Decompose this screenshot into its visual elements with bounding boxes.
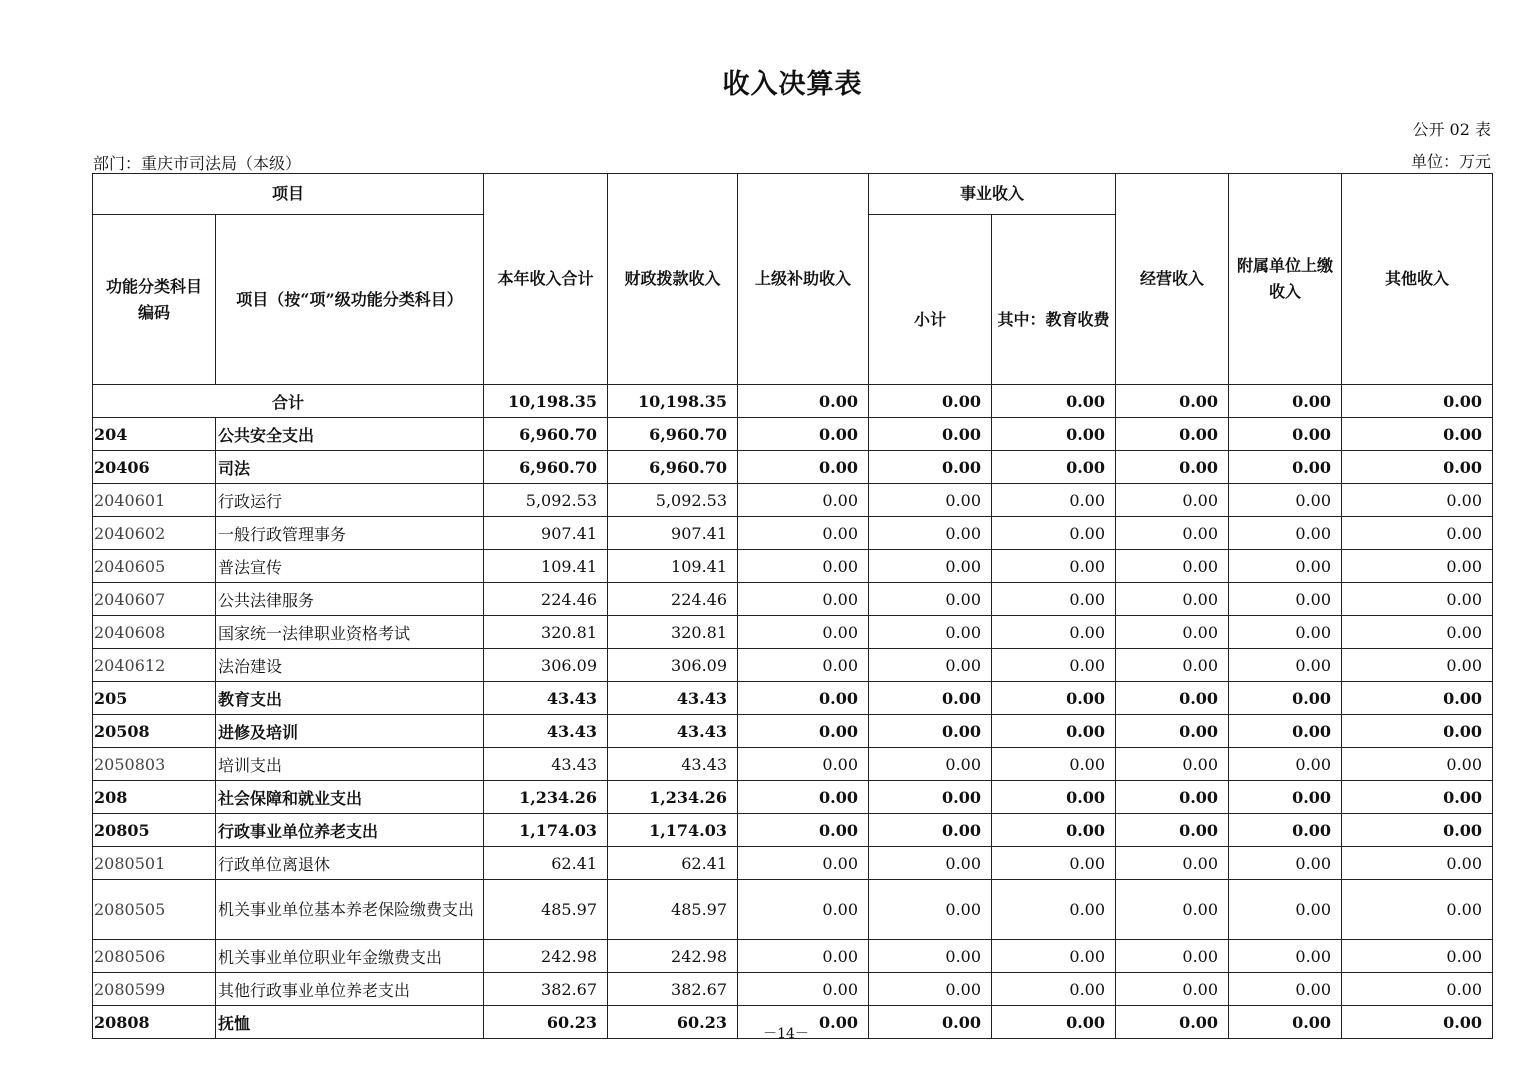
code-cell: 2040612 (93, 649, 216, 682)
name-cell: 教育支出 (216, 682, 484, 715)
value-cell: 0.00 (1342, 649, 1493, 682)
value-cell: 0.00 (992, 1006, 1116, 1039)
header-business-group: 事业收入 (869, 174, 1116, 215)
value-cell: 0.00 (738, 517, 869, 550)
value-cell: 907.41 (484, 517, 608, 550)
unit-label: 单位：万元 (1410, 152, 1491, 171)
value-cell: 0.00 (992, 814, 1116, 847)
name-cell: 培训支出 (216, 748, 484, 781)
value-cell: 0.00 (1342, 550, 1493, 583)
value-cell: 60.23 (608, 1006, 738, 1039)
value-cell: 43.43 (608, 748, 738, 781)
value-cell: 0.00 (1229, 715, 1342, 748)
value-cell: 0.00 (992, 748, 1116, 781)
value-cell: 0.00 (1116, 1006, 1229, 1039)
value-cell: 6,960.70 (484, 451, 608, 484)
name-cell: 进修及培训 (216, 715, 484, 748)
value-cell: 0.00 (738, 940, 869, 973)
income-table (92, 173, 1493, 1039)
name-cell: 社会保障和就业支出 (216, 781, 484, 814)
value-cell: 6,960.70 (608, 418, 738, 451)
value-cell: 0.00 (1342, 814, 1493, 847)
value-cell: 0.00 (738, 748, 869, 781)
value-cell: 0.00 (869, 517, 992, 550)
value-cell: 0.00 (992, 682, 1116, 715)
name-cell: 法治建设 (216, 649, 484, 682)
value-cell: 0.00 (869, 880, 992, 940)
name-cell: 抚恤 (216, 1006, 484, 1039)
total-cell: 0.00 (869, 385, 992, 418)
value-cell: 0.00 (992, 715, 1116, 748)
value-cell: 320.81 (484, 616, 608, 649)
value-cell: 0.00 (1342, 484, 1493, 517)
code-cell: 204 (93, 418, 216, 451)
value-cell: 43.43 (608, 682, 738, 715)
value-cell: 1,174.03 (608, 814, 738, 847)
value-cell: 0.00 (1116, 451, 1229, 484)
page-number: －14－ (763, 1026, 809, 1042)
value-cell: 0.00 (738, 715, 869, 748)
header-fiscal: 财政拨款收入 (608, 174, 738, 385)
value-cell: 0.00 (1342, 682, 1493, 715)
value-cell: 0.00 (992, 517, 1116, 550)
value-cell: 306.09 (608, 649, 738, 682)
value-cell: 320.81 (608, 616, 738, 649)
form-code: 公开 02 表 (1412, 120, 1491, 139)
value-cell: 907.41 (608, 517, 738, 550)
value-cell: 0.00 (1229, 940, 1342, 973)
value-cell: 0.00 (869, 649, 992, 682)
value-cell: 109.41 (484, 550, 608, 583)
value-cell: 0.00 (1116, 715, 1229, 748)
total-cell: 10,198.35 (484, 385, 608, 418)
value-cell: 0.00 (1116, 682, 1229, 715)
value-cell: 0.00 (738, 550, 869, 583)
value-cell: 242.98 (484, 940, 608, 973)
value-cell: 0.00 (992, 649, 1116, 682)
value-cell: 0.00 (992, 583, 1116, 616)
value-cell: 382.67 (484, 973, 608, 1006)
code-cell: 208 (93, 781, 216, 814)
name-cell: 国家统一法律职业资格考试 (216, 616, 484, 649)
value-cell: 0.00 (1116, 616, 1229, 649)
value-cell: 0.00 (869, 1006, 992, 1039)
value-cell: 0.00 (1229, 748, 1342, 781)
value-cell: 0.00 (992, 973, 1116, 1006)
total-cell: 0.00 (1342, 385, 1493, 418)
value-cell: 0.00 (1229, 781, 1342, 814)
value-cell: 62.41 (608, 847, 738, 880)
code-cell: 2080505 (93, 880, 216, 940)
value-cell: 109.41 (608, 550, 738, 583)
value-cell: 0.00 (1229, 484, 1342, 517)
value-cell: 0.00 (1116, 517, 1229, 550)
header-code: 功能分类科目编码 (93, 215, 216, 385)
value-cell: 6,960.70 (484, 418, 608, 451)
value-cell: 43.43 (608, 715, 738, 748)
code-cell: 2080599 (93, 973, 216, 1006)
name-cell: 一般行政管理事务 (216, 517, 484, 550)
value-cell: 0.00 (1116, 847, 1229, 880)
value-cell: 1,234.26 (608, 781, 738, 814)
header-superior: 上级补助收入 (738, 174, 869, 385)
name-cell: 普法宣传 (216, 550, 484, 583)
header-other: 其他收入 (1342, 174, 1493, 385)
value-cell: 224.46 (608, 583, 738, 616)
table-row (93, 940, 1493, 973)
table-row (93, 649, 1493, 682)
total-cell: 0.00 (738, 385, 869, 418)
code-cell: 2050803 (93, 748, 216, 781)
value-cell: 0.00 (869, 550, 992, 583)
table-row (93, 517, 1493, 550)
value-cell: 0.00 (1342, 418, 1493, 451)
value-cell: 0.00 (869, 940, 992, 973)
value-cell: 0.00 (738, 880, 869, 940)
value-cell: 0.00 (1229, 847, 1342, 880)
total-cell: 10,198.35 (608, 385, 738, 418)
value-cell: 0.00 (738, 1006, 869, 1039)
value-cell: 0.00 (738, 847, 869, 880)
value-cell: 0.00 (869, 781, 992, 814)
table-row (93, 814, 1493, 847)
header-operating: 经营收入 (1116, 174, 1229, 385)
table-row (93, 583, 1493, 616)
value-cell: 0.00 (992, 940, 1116, 973)
value-cell: 0.00 (992, 484, 1116, 517)
value-cell: 0.00 (738, 814, 869, 847)
code-cell: 2080506 (93, 940, 216, 973)
value-cell: 0.00 (1229, 814, 1342, 847)
value-cell: 0.00 (869, 814, 992, 847)
value-cell: 382.67 (608, 973, 738, 1006)
table-row (93, 484, 1493, 517)
value-cell: 0.00 (1116, 814, 1229, 847)
value-cell: 0.00 (869, 682, 992, 715)
value-cell: 0.00 (992, 616, 1116, 649)
value-cell: 485.97 (608, 880, 738, 940)
value-cell: 0.00 (1116, 550, 1229, 583)
code-cell: 20805 (93, 814, 216, 847)
value-cell: 0.00 (1229, 1006, 1342, 1039)
value-cell: 0.00 (1342, 940, 1493, 973)
value-cell: 0.00 (738, 649, 869, 682)
table-row (93, 748, 1493, 781)
value-cell: 60.23 (484, 1006, 608, 1039)
value-cell: 0.00 (738, 418, 869, 451)
value-cell: 0.00 (1342, 517, 1493, 550)
value-cell: 0.00 (1229, 880, 1342, 940)
value-cell: 0.00 (1229, 616, 1342, 649)
header-total: 本年收入合计 (484, 174, 608, 385)
code-cell: 2040608 (93, 616, 216, 649)
value-cell: 0.00 (869, 973, 992, 1006)
value-cell: 0.00 (869, 583, 992, 616)
value-cell: 5,092.53 (608, 484, 738, 517)
name-cell: 公共法律服务 (216, 583, 484, 616)
value-cell: 0.00 (1342, 973, 1493, 1006)
value-cell: 0.00 (1229, 973, 1342, 1006)
header-affiliated: 附属单位上缴收入 (1229, 174, 1342, 385)
name-cell: 行政事业单位养老支出 (216, 814, 484, 847)
value-cell: 0.00 (869, 616, 992, 649)
table-row (93, 880, 1493, 940)
value-cell: 0.00 (1229, 451, 1342, 484)
value-cell: 0.00 (992, 418, 1116, 451)
header-subtotal: 小计 (869, 215, 992, 385)
header-education: 其中：教育收费 (992, 215, 1116, 385)
table-row (93, 973, 1493, 1006)
table-row (93, 451, 1493, 484)
value-cell: 0.00 (1229, 649, 1342, 682)
value-cell: 0.00 (992, 550, 1116, 583)
code-cell: 2040607 (93, 583, 216, 616)
value-cell: 0.00 (1229, 682, 1342, 715)
name-cell: 公共安全支出 (216, 418, 484, 451)
total-cell: 0.00 (992, 385, 1116, 418)
value-cell: 0.00 (1116, 583, 1229, 616)
value-cell: 0.00 (738, 973, 869, 1006)
value-cell: 0.00 (869, 451, 992, 484)
value-cell: 0.00 (1229, 517, 1342, 550)
value-cell: 0.00 (738, 484, 869, 517)
value-cell: 0.00 (738, 682, 869, 715)
name-cell: 司法 (216, 451, 484, 484)
value-cell: 0.00 (738, 781, 869, 814)
value-cell: 0.00 (992, 451, 1116, 484)
value-cell: 6,960.70 (608, 451, 738, 484)
value-cell: 0.00 (1116, 940, 1229, 973)
value-cell: 1,174.03 (484, 814, 608, 847)
code-cell: 2040605 (93, 550, 216, 583)
value-cell: 0.00 (869, 418, 992, 451)
value-cell: 0.00 (1342, 880, 1493, 940)
value-cell: 0.00 (738, 451, 869, 484)
code-cell: 20808 (93, 1006, 216, 1039)
value-cell: 306.09 (484, 649, 608, 682)
value-cell: 0.00 (1116, 649, 1229, 682)
total-cell: 0.00 (1116, 385, 1229, 418)
total-label: 合计 (93, 385, 484, 418)
value-cell: 0.00 (1342, 583, 1493, 616)
name-cell: 机关事业单位职业年金缴费支出 (216, 940, 484, 973)
code-cell: 205 (93, 682, 216, 715)
value-cell: 0.00 (738, 583, 869, 616)
code-cell: 2040602 (93, 517, 216, 550)
value-cell: 0.00 (1116, 880, 1229, 940)
table-row (93, 550, 1493, 583)
code-cell: 2040601 (93, 484, 216, 517)
value-cell: 0.00 (992, 880, 1116, 940)
value-cell: 43.43 (484, 715, 608, 748)
value-cell: 0.00 (1116, 973, 1229, 1006)
value-cell: 0.00 (1116, 748, 1229, 781)
value-cell: 0.00 (992, 781, 1116, 814)
value-cell: 0.00 (1116, 484, 1229, 517)
total-cell: 0.00 (1229, 385, 1342, 418)
value-cell: 5,092.53 (484, 484, 608, 517)
page-title: 收入决算表 (722, 69, 863, 100)
value-cell: 0.00 (1229, 418, 1342, 451)
value-cell: 0.00 (869, 484, 992, 517)
table-row (93, 715, 1493, 748)
table-row (93, 418, 1493, 451)
table-row (93, 847, 1493, 880)
value-cell: 0.00 (1116, 418, 1229, 451)
value-cell: 485.97 (484, 880, 608, 940)
table-row (93, 616, 1493, 649)
value-cell: 224.46 (484, 583, 608, 616)
header-project-group: 项目 (93, 174, 484, 215)
value-cell: 0.00 (1342, 715, 1493, 748)
total-row (93, 385, 1493, 418)
value-cell: 0.00 (1342, 748, 1493, 781)
value-cell: 0.00 (1116, 781, 1229, 814)
value-cell: 1,234.26 (484, 781, 608, 814)
name-cell: 行政运行 (216, 484, 484, 517)
table-row (93, 781, 1493, 814)
value-cell: 0.00 (869, 715, 992, 748)
code-cell: 20406 (93, 451, 216, 484)
name-cell: 行政单位离退休 (216, 847, 484, 880)
value-cell: 0.00 (1342, 847, 1493, 880)
value-cell: 0.00 (1342, 451, 1493, 484)
value-cell: 0.00 (1229, 550, 1342, 583)
name-cell: 其他行政事业单位养老支出 (216, 973, 484, 1006)
table-row (93, 682, 1493, 715)
value-cell: 43.43 (484, 682, 608, 715)
value-cell: 0.00 (1342, 781, 1493, 814)
department-label: 部门：重庆市司法局（本级） (93, 154, 302, 173)
value-cell: 0.00 (738, 616, 869, 649)
header-name: 项目（按“项”级功能分类科目） (216, 215, 484, 385)
value-cell: 0.00 (869, 748, 992, 781)
value-cell: 43.43 (484, 748, 608, 781)
value-cell: 0.00 (1342, 616, 1493, 649)
value-cell: 0.00 (1229, 583, 1342, 616)
name-cell: 机关事业单位基本养老保险缴费支出 (216, 880, 484, 940)
value-cell: 0.00 (992, 847, 1116, 880)
value-cell: 0.00 (869, 847, 992, 880)
code-cell: 2080501 (93, 847, 216, 880)
value-cell: 62.41 (484, 847, 608, 880)
value-cell: 242.98 (608, 940, 738, 973)
value-cell: 0.00 (1342, 1006, 1493, 1039)
code-cell: 20508 (93, 715, 216, 748)
